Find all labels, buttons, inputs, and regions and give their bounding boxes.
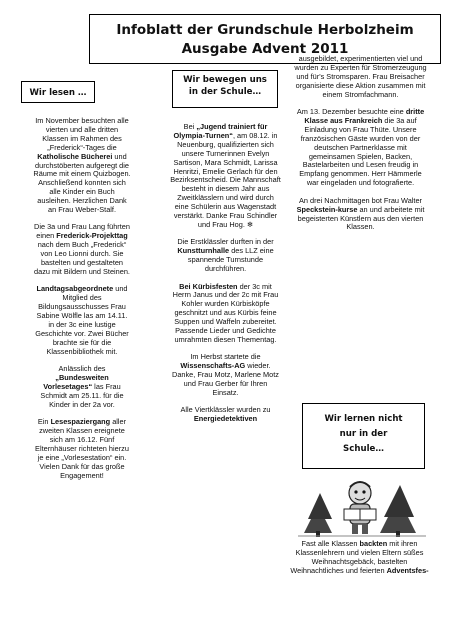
paragraph: [170, 238, 281, 274]
tree-left-icon: [304, 493, 332, 537]
column-lesen: [33, 117, 131, 489]
text: Am 13. Dezember besuchte eine: [296, 107, 406, 117]
paragraph: [293, 197, 428, 233]
heading-line: in der Schule…: [188, 87, 262, 97]
paragraph: ausgebildet, experimentierten viel und wurden zu Experten für Stromerzeugung und für's Stromsparen. Frau Breisacher organisierte diese Aktion zusammen mit einem Stromfachmann.: [294, 54, 427, 99]
heading-line: Schule…: [343, 444, 384, 454]
bold-text: Energiedetektiven: [193, 414, 258, 424]
text: aller zweiten Klassen ereignete sich am 16.12. Fünf Elternhäuser richteten hierzu je eine „Vorlesestation“ ein. Vielen Dank für das große Engagement!: [35, 417, 129, 480]
paragraph: [33, 117, 131, 215]
bold-text: Adventsfes-: [386, 565, 429, 575]
bold-text: backten: [359, 539, 388, 548]
paragraph: [33, 223, 131, 276]
text: an und arbeitete mit begeisterten Künstlern aus den vierten Klassen.: [297, 204, 425, 232]
paragraph: [170, 353, 281, 398]
column-right-bottom: [286, 540, 433, 584]
bold-text: Landtagsabgeordnete: [36, 284, 114, 294]
column-right-top: [293, 55, 428, 241]
heading-line: Wir lernen nicht: [324, 414, 403, 424]
section-heading-bewegen: [172, 70, 278, 108]
text: Im November besuchten alle vierten und alle dritten Klassen im Rahmen des „Frederick“-Tages die: [35, 116, 129, 152]
text: Anlässlich des: [58, 364, 106, 374]
text: Alle Viertklässler wurden zu: [180, 405, 271, 415]
bold-text: Bei Kürbisfesten: [179, 281, 238, 291]
paragraph: [33, 285, 131, 356]
section-heading-lernen: [302, 403, 425, 469]
text: Fast alle Klassen: [301, 539, 360, 548]
paragraph: [170, 406, 281, 424]
paragraph: [33, 365, 131, 410]
page-title: Infoblatt der Grundschule Herbolzheim: [116, 22, 414, 38]
bold-text: Lesespaziergang: [50, 417, 111, 427]
text: Die Erstklässler durften in der: [177, 237, 274, 247]
text: nach dem Buch „Frederick“ von Leo Lionni durch. Sie bastelten und gestalteten dazu mit Bildern und Steinen.: [34, 240, 130, 276]
heading-line: Wir bewegen uns: [183, 75, 267, 85]
bold-text: „Jugend trainiert für Olympia-Turnen“: [173, 122, 268, 140]
child-with-book-clipart-icon: [298, 475, 426, 537]
text: der 3c mit Herrn Janus und der 2c mit Frau Kohler wurden Kürbisköpfe geschnitzt und aus Kürbis feine Suppen und Waffeln zubereitet. Passende Lieder und Gedichte umrahmten diesen Thementag.: [172, 281, 279, 344]
text: Bei: [183, 122, 197, 131]
text: und durchstöberten aufgeregt die Räume mit einem Quizbogen. Anschließend konnten sich alle Kinder ein Buch ausleihen. Herzlichen Dank an Frau Weber-Stalf.: [33, 151, 131, 215]
heading-line: nur in der: [339, 429, 388, 439]
text: wieder. Danke, Frau Motz, Marlene Motz und Frau Gerber für Ihren Einsatz.: [172, 361, 279, 397]
text: , am 08.12. in Neuenburg, qualifizierten sich unsere Turnerinnen Evelyn Sartison, Mara Schmidt, Larissa Henritzi, Emelie Gerlach für den Bezirksentscheid. Die Mannschaft besteht in diesem Jahr aus Zweitklässlern und wird durch eine Schülerin aus Wagenstadt verstärkt. Danke Frau Schindler und Frau Hog. ❄: [170, 130, 281, 229]
bold-text: Frederick-Projekttag: [56, 231, 128, 241]
tree-right-icon: [380, 485, 416, 537]
column-bewegen: [170, 123, 281, 433]
paragraph: [33, 418, 131, 480]
text: Die 3a und Frau Lang führten einen: [34, 222, 130, 241]
bold-text: „Bundesweiten Vorlesetages“: [43, 373, 109, 391]
section-heading-lesen: [21, 81, 95, 103]
text: die 3a auf Einladung von Frau Thüte. Unsere französischen Gäste wurden von der deutschen Partnerklasse mit gemeinsamen Spielen, Backen, Bastelarbeiten und Lesen freudig in Empfang genommen. Herr Hämmerle war eingeladen und fotografierte.: [299, 115, 422, 188]
heading-text: Wir lesen …: [29, 88, 87, 98]
paragraph: [170, 283, 281, 345]
text: des LLZ eine spannende Turnstunde durchführen.: [187, 246, 274, 274]
paragraph: [293, 108, 428, 188]
text: las Frau Schmidt am 25.11. für die Kinder in der 2a vor.: [40, 381, 124, 409]
bold-text: Wissenschafts-AG: [180, 361, 246, 371]
text: An drei Nachmittagen bot Frau Walter: [299, 195, 422, 205]
text: mit ihren Klassenlehrern und vielen Eltern süßes Weihnachtsgebäck, bastelten Weihnachtliches und feierten: [290, 539, 424, 575]
bold-text: dritte Klasse aus Frankreich: [304, 107, 425, 125]
bold-text: Kunstturnhalle: [177, 246, 230, 256]
page-subtitle: Ausgabe Advent 2011: [181, 41, 349, 57]
child-figure-icon: [344, 482, 376, 534]
bold-text: Speckstein-kurse: [296, 204, 358, 214]
text: Im Herbst startete die: [190, 352, 261, 362]
paragraph: [170, 123, 281, 230]
text: und Mitglied des Bildungsausschusses Frau Sabine Wölfle las am 14.11. in der 3c eine lustige Geschichte vor. Zwei Bücher brachte sie für die Klassenbibliothek mit.: [35, 284, 129, 356]
text: Ein: [37, 417, 51, 427]
paragraph: [286, 540, 433, 576]
bold-text: Katholische Bücherei: [37, 151, 113, 161]
